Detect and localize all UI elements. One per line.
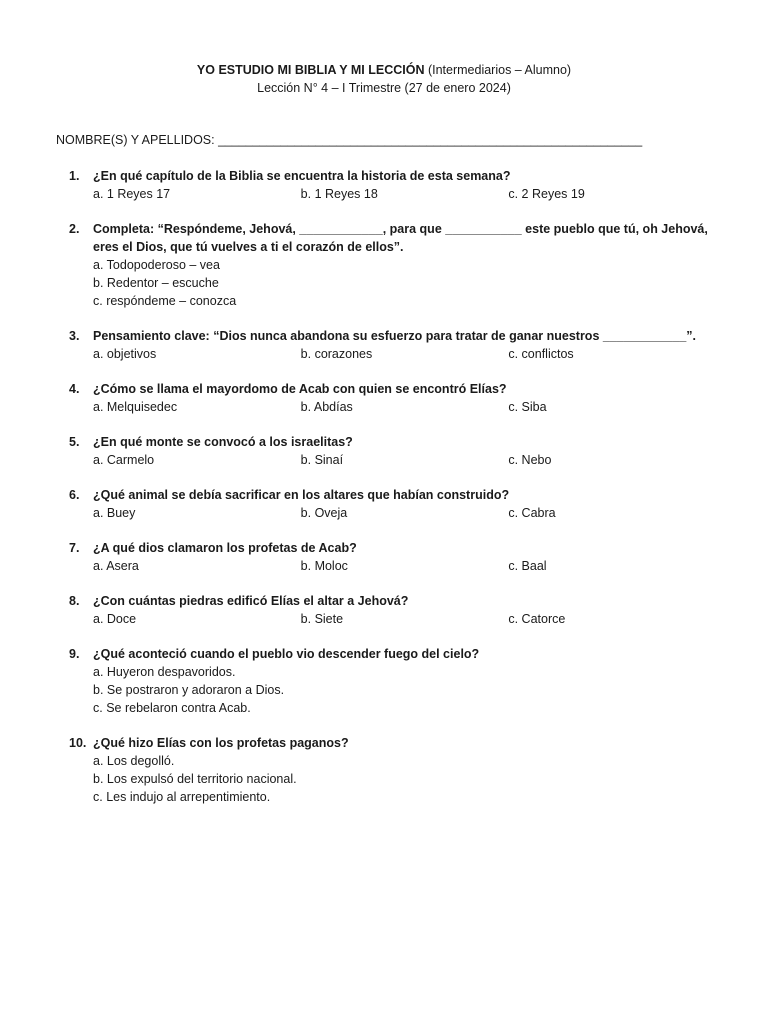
answer-option[interactable]: a. 1 Reyes 17 <box>93 187 171 201</box>
question-text: ¿Con cuántas piedras edificó Elías el altar a Jehová? <box>93 594 409 608</box>
answer-option[interactable]: a. Buey <box>93 506 136 520</box>
question-text: Completa: “Respóndeme, Jehová, ____________, para que ___________ este pueblo que tú, oh Jehová, eres el Dios, que tú vuelves a ti el corazón de ellos”. <box>93 222 708 254</box>
question-item <box>56 592 716 628</box>
answer-option[interactable]: b. Sinaí <box>300 453 344 467</box>
question-item <box>56 327 716 363</box>
answer-option[interactable]: a. Asera <box>93 559 139 573</box>
question-number: 2. <box>69 222 80 236</box>
question-item <box>56 433 716 469</box>
question-text: ¿Qué hizo Elías con los profetas paganos? <box>93 736 349 750</box>
answer-option[interactable]: a. Carmelo <box>93 453 155 467</box>
question-number: 4. <box>69 382 80 396</box>
answer-option[interactable]: b. corazones <box>300 347 373 361</box>
answer-option[interactable]: a. Doce <box>93 612 137 626</box>
question-number: 1. <box>69 169 80 183</box>
answer-option[interactable]: a. Huyeron despavoridos. <box>93 665 236 679</box>
answer-option[interactable]: c. respóndeme – conozca <box>93 294 237 308</box>
answer-option[interactable]: c. Siba <box>508 400 547 414</box>
question-item <box>56 645 716 717</box>
question-text: ¿En qué capítulo de la Biblia se encuentra la historia de esta semana? <box>93 169 511 183</box>
answer-option[interactable]: c. Se rebelaron contra Acab. <box>93 701 251 715</box>
question-item <box>56 380 716 416</box>
lesson-subtitle: Lección N° 4 – I Trimestre (27 de enero 2024) <box>257 81 511 95</box>
worksheet-title <box>0 61 768 79</box>
worksheet-header <box>0 61 768 97</box>
question-item <box>56 539 716 575</box>
question-item <box>56 734 716 806</box>
questions-list <box>56 167 716 823</box>
answer-option[interactable]: c. Nebo <box>508 453 552 467</box>
student-name-field[interactable]: NOMBRE(S) Y APELLIDOS: _____________________________________________________________ <box>56 133 643 147</box>
question-text: ¿Qué animal se debía sacrificar en los altares que habían construido? <box>93 488 510 502</box>
answer-option[interactable]: b. 1 Reyes 18 <box>300 187 378 201</box>
title-rest: (Intermediarios – Alumno) <box>424 63 572 77</box>
answer-option[interactable]: b. Redentor – escuche <box>93 276 219 290</box>
answer-option[interactable]: a. objetivos <box>93 347 157 361</box>
question-item <box>56 220 716 310</box>
answer-option[interactable]: c. Baal <box>508 559 547 573</box>
question-text: Pensamiento clave: “Dios nunca abandona su esfuerzo para tratar de ganar nuestros ____________”. <box>93 329 697 343</box>
answer-option[interactable]: c. Catorce <box>508 612 566 626</box>
answer-option[interactable]: b. Oveja <box>300 506 348 520</box>
question-number: 10. <box>69 736 87 750</box>
question-item <box>56 486 716 522</box>
answer-option[interactable]: b. Moloc <box>300 559 348 573</box>
answer-option[interactable]: b. Abdías <box>300 400 353 414</box>
question-number: 8. <box>69 594 80 608</box>
question-number: 5. <box>69 435 80 449</box>
question-number: 7. <box>69 541 80 555</box>
answer-option[interactable]: b. Se postraron y adoraron a Dios. <box>93 683 285 697</box>
answer-option[interactable]: a. Todopoderoso – vea <box>93 258 220 272</box>
answer-option[interactable]: c. Cabra <box>508 506 556 520</box>
answer-option[interactable]: a. Melquisedec <box>93 400 178 414</box>
question-text: ¿En qué monte se convocó a los israelitas? <box>93 435 353 449</box>
title-bold: YO ESTUDIO MI BIBLIA Y MI LECCIÓN <box>196 63 425 77</box>
question-number: 3. <box>69 329 80 343</box>
question-text: ¿Cómo se llama el mayordomo de Acab con quien se encontró Elías? <box>93 382 507 396</box>
answer-option[interactable]: c. Les indujo al arrepentimiento. <box>93 790 271 804</box>
answer-option[interactable]: b. Los expulsó del territorio nacional. <box>93 772 297 786</box>
answer-option[interactable]: c. conflictos <box>508 347 574 361</box>
question-number: 9. <box>69 647 80 661</box>
question-text: ¿A qué dios clamaron los profetas de Acab? <box>93 541 357 555</box>
answer-option[interactable]: c. 2 Reyes 19 <box>508 187 585 201</box>
answer-option[interactable]: a. Los degolló. <box>93 754 175 768</box>
answer-option[interactable]: b. Siete <box>300 612 344 626</box>
question-item <box>56 167 716 203</box>
question-text: ¿Qué aconteció cuando el pueblo vio descender fuego del cielo? <box>93 647 480 661</box>
question-number: 6. <box>69 488 80 502</box>
